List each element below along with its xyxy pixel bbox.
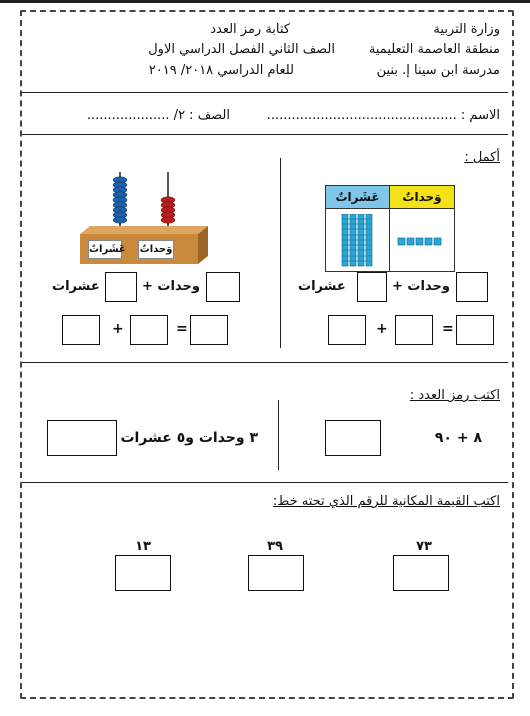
header-year: للعام الدراسي ٢٠١٨/ ٢٠١٩ (148, 63, 294, 78)
answer-left-box[interactable] (47, 420, 117, 456)
number-left-text: ١٣ (135, 539, 151, 554)
unit-cubes (397, 236, 447, 248)
tens-rods (340, 214, 376, 268)
section2-divider (278, 400, 279, 470)
left-plus: + (112, 321, 124, 337)
abacus-tens-label: عَشَراتٌ (88, 240, 122, 259)
number-left (128, 539, 158, 554)
place-value-box-middle[interactable] (248, 555, 304, 591)
place-value-box-left[interactable] (115, 555, 171, 591)
left-tens-box[interactable] (105, 272, 137, 302)
abacus-ones-label: وَحداتٌ (138, 240, 174, 259)
section2-title: اكتب رمز العدد : (409, 388, 500, 403)
header-ministry: وزارة التربية (433, 22, 500, 37)
header-subject: كتابة رمز العدد (210, 22, 290, 37)
number-right (409, 539, 439, 554)
top-rule (0, 0, 530, 3)
section1-divider (280, 158, 281, 348)
tens-header-label: عَشَراتٌ (335, 190, 380, 204)
right-sum-box1[interactable] (328, 315, 366, 345)
number-middle-text: ٣٩ (267, 539, 283, 554)
number-middle (260, 539, 290, 554)
expr-left: ٣ وحدات و٥ عشرات (120, 430, 258, 446)
column-divider (389, 208, 390, 271)
right-sum-result[interactable] (456, 315, 494, 345)
right-ones-label: وحدات + (392, 279, 450, 294)
ones-header (390, 186, 454, 209)
section1-title: أكمل : (464, 150, 500, 165)
divider (22, 92, 508, 93)
ones-header-label: وَحداتٌ (402, 190, 442, 204)
right-plus: + (376, 321, 388, 337)
right-equals: = (442, 321, 454, 337)
left-sum-box1[interactable] (62, 315, 100, 345)
divider (22, 362, 508, 363)
left-ones-label: وحدات + (142, 279, 200, 294)
header-region: منطقة العاصمة التعليمية (368, 42, 500, 57)
divider (22, 134, 508, 135)
class-label: الصف : ٢/ (169, 108, 230, 123)
header-school: مدرسة ابن سينا إ. بنين (376, 63, 500, 78)
right-tens-box[interactable] (357, 272, 387, 302)
number-right-text: ٧٣ (416, 539, 432, 554)
left-sum-box2[interactable] (130, 315, 168, 345)
name-dots: .............................................. (266, 108, 457, 123)
tens-header (326, 186, 390, 209)
left-tens-label: عشرات (52, 279, 100, 294)
place-value-box-right[interactable] (393, 555, 449, 591)
right-tens-label: عشرات (298, 279, 346, 294)
name-label: الاسم : (456, 108, 500, 123)
class-dots: .................... (86, 108, 170, 123)
place-value-table (325, 185, 455, 272)
right-sum-box2[interactable] (395, 315, 433, 345)
left-equals: = (176, 321, 188, 337)
class-field[interactable] (87, 108, 230, 123)
left-ones-box[interactable] (206, 272, 240, 302)
expr-right: ٨ + ٩٠ (434, 430, 482, 446)
answer-right-box[interactable] (325, 420, 381, 456)
section3-title: اكتب القيمة المكانية للرقم الذي تحته خط: (272, 494, 500, 509)
right-ones-box[interactable] (456, 272, 488, 302)
header-grade-term: الصف الثاني الفصل الدراسي الاول (148, 42, 335, 57)
name-field[interactable] (267, 108, 500, 123)
divider (22, 482, 508, 483)
left-sum-result[interactable] (190, 315, 228, 345)
